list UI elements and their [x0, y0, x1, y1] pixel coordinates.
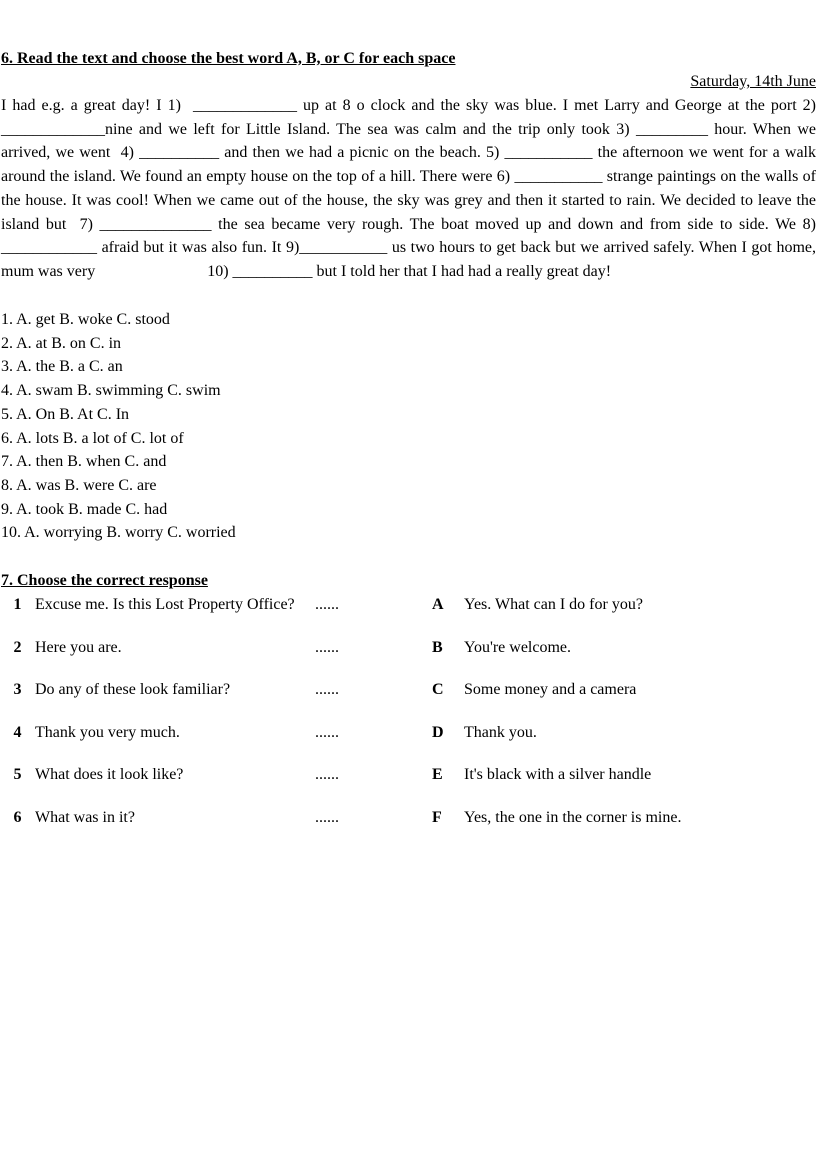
answer-blank: ......	[315, 766, 339, 783]
table-row	[0, 675, 814, 718]
question-text: What was in it?	[35, 808, 135, 826]
table-row	[0, 760, 814, 803]
response-letter: C	[432, 681, 444, 698]
table-row	[0, 633, 814, 676]
option-line: 2. A. at B. on C. in	[1, 334, 122, 352]
option-line: 5. A. On B. At C. In	[1, 405, 130, 423]
response-text: It's black with a silver handle	[464, 766, 652, 783]
option-line: 3. A. the B. a C. an	[1, 358, 123, 376]
response-letter: E	[432, 766, 443, 783]
table-row	[0, 803, 814, 846]
option-line: 4. A. swam B. swimming C. swim	[1, 382, 221, 400]
row-number: 3	[13, 681, 22, 698]
answer-blank: ......	[315, 681, 339, 698]
answer-blank: ......	[315, 596, 339, 613]
row-number: 6	[13, 808, 22, 826]
answer-blank: ......	[315, 808, 339, 826]
row-number: 2	[13, 638, 22, 656]
row-number: 4	[13, 723, 22, 741]
question-text: Thank you very much.	[35, 723, 180, 741]
answer-options-list	[1, 308, 236, 545]
option-line: 7. A. then B. when C. and	[1, 453, 167, 471]
question-text: Here you are.	[35, 638, 122, 656]
answer-blank: ......	[315, 723, 339, 741]
response-text: Thank you.	[464, 723, 537, 741]
diary-date: Saturday, 14th June	[690, 73, 816, 90]
question-text: What does it look like?	[35, 766, 184, 783]
passage-text: I had e.g. a great day! I 1) _____________ up at 8 o clock and the sky was blue. I met Larry and George at the port 2) _____________nine and we left for Little Island. The sea was calm and the trip only took 3) _________ hour. When we arrived, we went 4) __________ and then we had a picnic on the beach. 5) ___________ the afternoon we went for a walk around the island. We found an empty house on the top of a hill. There were 6) ___________ strange paintings on the walls of the house. It was cool! When we came out of the house, the sky was grey and then it started to rain. We decided to leave the island but 7) ______________ the sea became very rough. The boat moved up and down and from side to side. We 8) ____________ afraid but it was also fun. It 9)___________ us two hours to get back but we arrived safely. When I got home, mum was very	[1, 97, 816, 280]
response-text: Some money and a camera	[464, 681, 637, 698]
answer-blank: ......	[315, 638, 339, 656]
response-text: You're welcome.	[464, 638, 572, 656]
option-line: 1. A. get B. woke C. stood	[1, 311, 170, 328]
response-letter: F	[432, 808, 442, 826]
response-letter: A	[432, 596, 444, 613]
section-6-heading: 6. Read the text and choose the best word A, B, or C for each space	[1, 50, 456, 67]
question-text: Do any of these look familiar?	[35, 681, 231, 698]
option-line: 9. A. took B. made C. had	[1, 500, 168, 518]
response-letter: B	[432, 638, 443, 656]
row-number: 1	[13, 596, 22, 613]
option-line: 8. A. was B. were C. are	[1, 476, 157, 494]
passage-gap-10-label: 10)	[207, 262, 229, 280]
row-number: 5	[13, 766, 22, 783]
response-text: Yes. What can I do for you?	[464, 596, 643, 613]
table-row	[0, 590, 814, 633]
passage-ending: __________ but I told her that I had had a really great day!	[232, 262, 612, 280]
response-text: Yes, the one in the corner is mine.	[464, 808, 682, 826]
question-text: Excuse me. Is this Lost Property Office?	[35, 596, 295, 613]
table-row	[0, 718, 814, 761]
diary-passage	[1, 94, 816, 284]
response-matching-table	[0, 590, 814, 845]
response-letter: D	[432, 723, 444, 741]
option-line: 6. A. lots B. a lot of C. lot of	[1, 429, 184, 447]
section-7-heading: 7. Choose the correct response	[1, 572, 208, 589]
option-line: 10. A. worrying B. worry C. worried	[1, 524, 236, 542]
